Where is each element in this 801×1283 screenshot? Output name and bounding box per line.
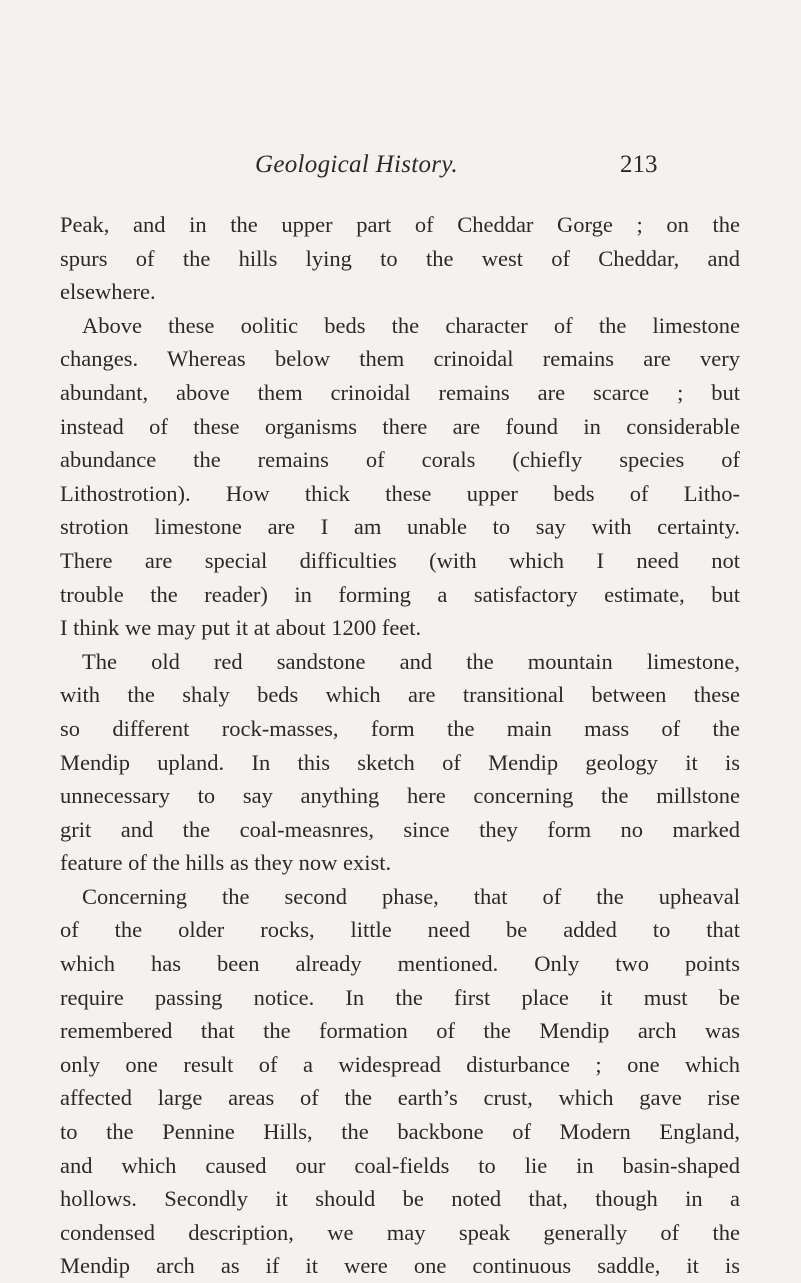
text-line: Above these oolitic beds the character of the limestone	[82, 312, 740, 338]
text-line: to the Pennine Hills, the backbone of Modern England,	[60, 1119, 740, 1145]
text-line: unnecessary to say anything here concerning the millstone	[60, 783, 740, 809]
running-title: Geological History.	[255, 151, 458, 178]
text-line: instead of these organisms there are found in considerable	[60, 413, 740, 439]
running-head	[0, 151, 801, 191]
text-line: affected large areas of the earth’s crust, which gave rise	[60, 1085, 740, 1111]
text-line: so different rock-masses, form the main mass of the	[60, 715, 740, 741]
text-line: with the shaly beds which are transitional between these	[60, 682, 740, 708]
text-line: and which caused our coal-fields to lie in basin-shaped	[60, 1152, 740, 1178]
text-line: Peak, and in the upper part of Cheddar Gorge ; on the	[60, 212, 740, 237]
text-line: Mendip upland. In this sketch of Mendip geology it is	[60, 749, 740, 775]
text-line: hollows. Secondly it should be noted that, though in a	[60, 1186, 740, 1212]
text-line: Lithostrotion). How thick these upper beds of Litho-	[60, 480, 740, 506]
text-line: elsewhere.	[60, 279, 156, 305]
text-line: grit and the coal-measnres, since they form no marked	[60, 816, 740, 842]
text-line: trouble the reader) in forming a satisfactory estimate, but	[60, 581, 740, 607]
text-line: condensed description, we may speak generally of the	[60, 1219, 740, 1245]
text-line: require passing notice. In the first place it must be	[60, 984, 740, 1010]
text-line: of the older rocks, little need be added to that	[60, 917, 740, 943]
text-line: abundant, above them crinoidal remains are scarce ; but	[60, 379, 740, 405]
text-line: Concerning the second phase, that of the upheaval	[82, 883, 740, 909]
page-number: 213	[620, 151, 658, 178]
text-line: strotion limestone are I am unable to say with certainty.	[60, 514, 740, 540]
text-line: abundance the remains of corals (chiefly species of	[60, 447, 740, 473]
text-line: I think we may put it at about 1200 feet.	[60, 615, 422, 641]
text-line: There are special difficulties (with which I need not	[60, 547, 740, 573]
text-line: changes. Whereas below them crinoidal remains are very	[60, 346, 740, 372]
text-line: only one result of a widespread disturbance ; one which	[60, 1051, 740, 1077]
text-line: feature of the hills as they now exist.	[60, 850, 392, 876]
text-line: Mendip arch as if it were one continuous saddle, it is	[60, 1253, 740, 1279]
text-line: which has been already mentioned. Only two points	[60, 951, 740, 977]
body-text	[60, 208, 740, 1283]
text-line: The old red sandstone and the mountain limestone,	[82, 648, 740, 674]
text-line: spurs of the hills lying to the west of Cheddar, and	[60, 245, 740, 271]
text-line: remembered that the formation of the Mendip arch was	[60, 1018, 740, 1044]
